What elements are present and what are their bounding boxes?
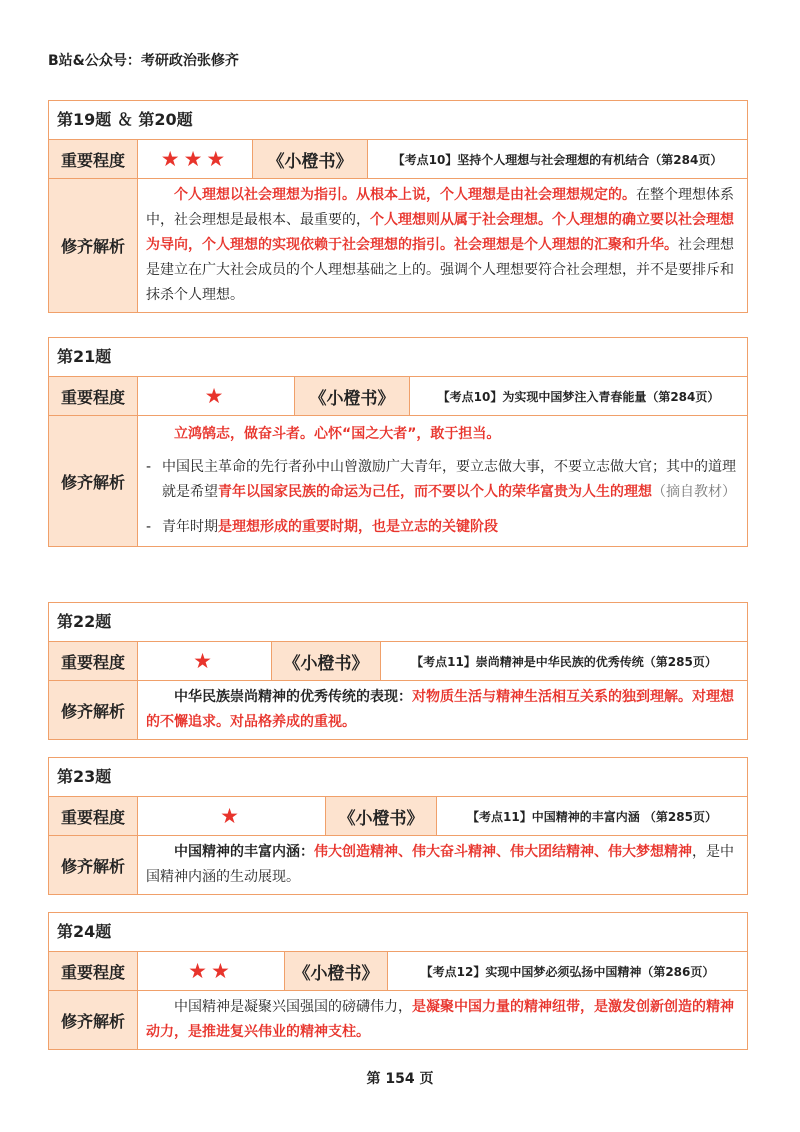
analysis-text [137,179,747,312]
question-title: 第23题 [49,758,747,797]
importance-label: 重要程度 [49,140,137,178]
question-card-23 [48,757,748,895]
question-card-19-20 [48,100,748,313]
bullet-item: - 青年时期是理想形成的重要时期，也是立志的关键阶段 [146,519,498,535]
key-point: 【考点12】实现中国梦必须弘扬中国精神（第286页） [387,952,747,990]
importance-label: 重要程度 [49,642,137,680]
question-title: 第24题 [49,913,747,952]
key-point: 【考点11】中国精神的丰富内涵 （第285页） [436,797,747,835]
analysis-label: 修齐解析 [49,991,137,1049]
bullet-item: - 中国民主革命的先行者孙中山曾激励广大青年，要立志做大事，不要立志做大官；其中的道理就是希望青年以国家民族的命运为己任，而不要以个人的荣华富贵为人生的理想（摘自教材） [146,459,736,500]
analysis-label: 修齐解析 [49,681,137,739]
book-label: 《小橙书》 [271,642,380,680]
analysis-text [137,416,747,546]
importance-stars: ★ [137,377,294,415]
question-card-22 [48,602,748,740]
key-point: 【考点10】坚持个人理想与社会理想的有机结合（第284页） [367,140,747,178]
book-label: 《小橙书》 [294,377,409,415]
analysis-paragraph: 中国精神是凝聚兴国强国的磅礴伟力，是凝聚中国力量的精神纽带，是激发创新创造的精神动力，是推进复兴伟业的精神支柱。 [146,999,734,1040]
page-header: B站&公众号：考研政治张修齐 [48,53,239,69]
question-title: 第19题 ＆ 第20题 [49,101,747,140]
book-label: 《小橙书》 [325,797,436,835]
analysis-label: 修齐解析 [49,416,137,546]
page-number: 第 154 页 [366,1071,434,1087]
analysis-paragraph: 中国精神的丰富内涵：伟大创造精神、伟大奋斗精神、伟大团结精神、伟大梦想精神，是中国精神内涵的生动展现。 [146,844,734,885]
question-card-21 [48,337,748,547]
analysis-label: 修齐解析 [49,179,137,312]
question-title: 第21题 [49,338,747,377]
importance-stars: ★ [137,797,325,835]
analysis-text [137,681,747,739]
importance-label: 重要程度 [49,797,137,835]
question-card-24 [48,912,748,1050]
analysis-paragraph: 中华民族崇尚精神的优秀传统的表现：对物质生活与精神生活相互关系的独到理解。对理想的不懈追求。对品格养成的重视。 [146,689,734,730]
importance-label: 重要程度 [49,952,137,990]
analysis-paragraph: 立鸿鹄志，做奋斗者。心怀“国之大者”，敢于担当。 [174,426,501,442]
analysis-paragraph: 个人理想以社会理想为指引。从根本上说，个人理想是由社会理想规定的。在整个理想体系中，社会理想是最根本、最重要的，个人理想则从属于社会理想。个人理想的确立要以社会理想为导向，个人理想的实现依赖于社会理想的指引。社会理想是个人理想的汇聚和升华。社会理想是建立在广大社会成员的个人理想基础之上的。强调个人理想要符合社会理想，并不是要排斥和抹杀个人理想。 [146,187,734,303]
importance-stars: ★★ [137,952,284,990]
importance-label: 重要程度 [49,377,137,415]
analysis-text [137,836,747,894]
question-title: 第22题 [49,603,747,642]
importance-stars: ★ [137,642,271,680]
analysis-text [137,991,747,1049]
book-label: 《小橙书》 [284,952,387,990]
analysis-label: 修齐解析 [49,836,137,894]
key-point: 【考点11】崇尚精神是中华民族的优秀传统（第285页） [380,642,747,680]
importance-stars: ★★★ [137,140,252,178]
book-label: 《小橙书》 [252,140,367,178]
key-point: 【考点10】为实现中国梦注入青春能量（第284页） [409,377,747,415]
